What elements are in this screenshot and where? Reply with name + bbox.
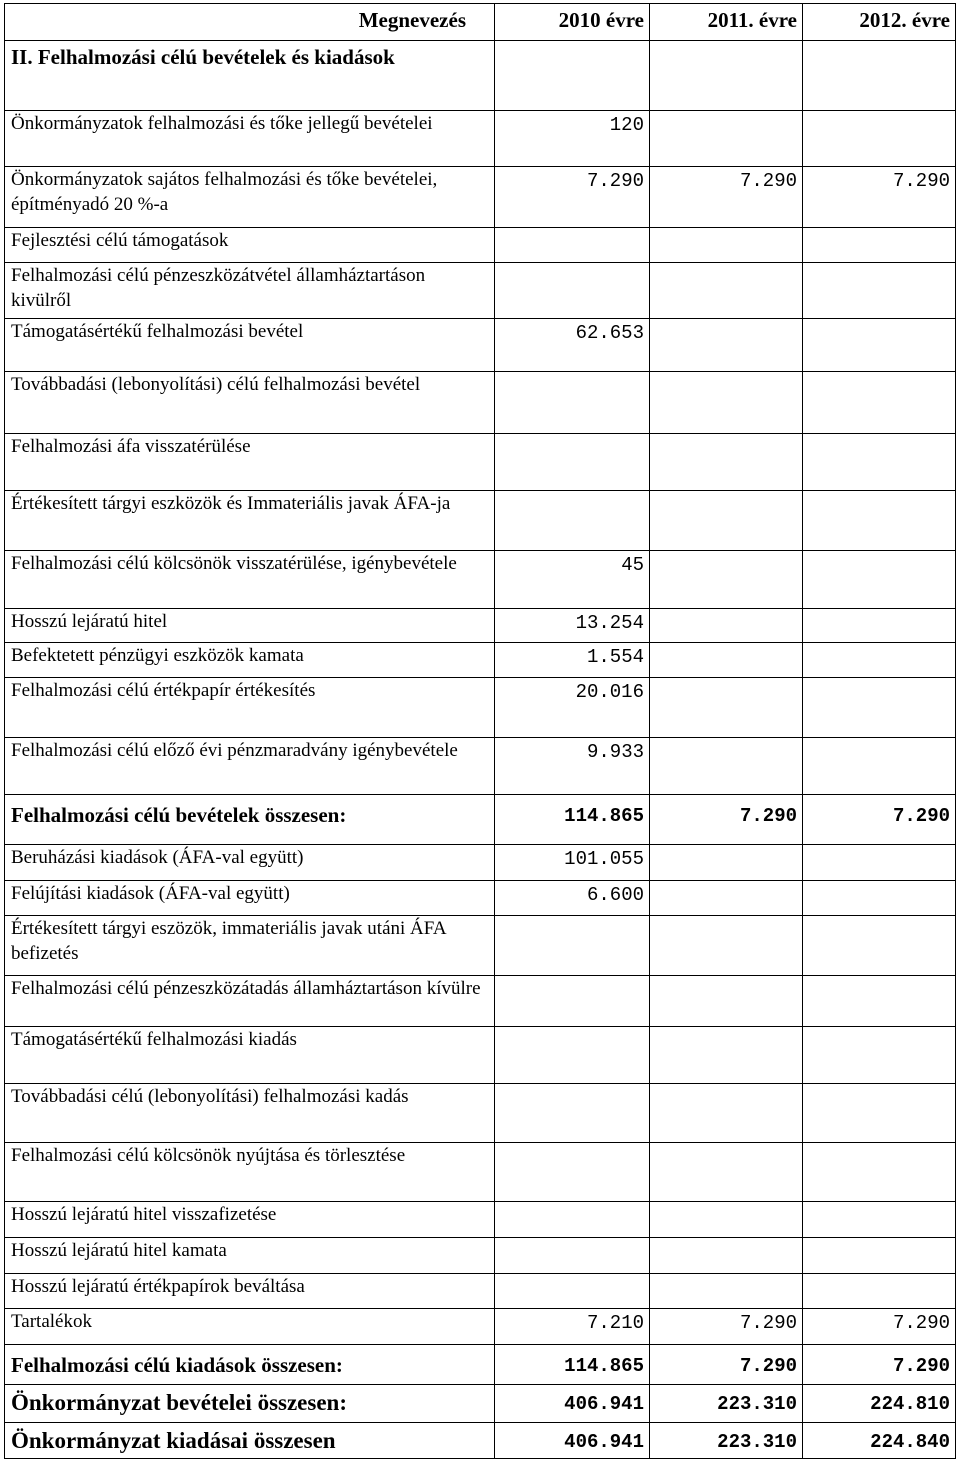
value-2012 [803, 609, 956, 643]
table-row [5, 738, 956, 795]
value-2011 [650, 434, 803, 491]
table-row [5, 111, 956, 167]
value-2011 [650, 228, 803, 263]
row-label: Felhalmozási célú bevételek összesen: [5, 795, 495, 845]
value-2012 [803, 111, 956, 167]
value-2010: 13.254 [495, 609, 650, 643]
value-2012 [803, 1084, 956, 1143]
row-label: Felhalmozási célú pénzeszközátadás államháztartáson kívülre [5, 976, 495, 1027]
value-2011 [650, 1143, 803, 1202]
table-row [5, 1202, 956, 1238]
value-2012 [803, 643, 956, 678]
row-label: Befektetett pénzügyi eszközök kamata [5, 643, 495, 678]
value-2012: 7.290 [803, 1345, 956, 1385]
value-2011: 7.290 [650, 795, 803, 845]
value-2012 [803, 1143, 956, 1202]
value-2011 [650, 551, 803, 609]
table-row [5, 434, 956, 491]
value-2010 [495, 976, 650, 1027]
header-2010: 2010 évre [495, 4, 650, 41]
value-2011 [650, 263, 803, 319]
value-2012 [803, 228, 956, 263]
value-2011 [650, 916, 803, 976]
value-2012 [803, 881, 956, 916]
value-2010: 101.055 [495, 845, 650, 881]
value-2011 [650, 845, 803, 881]
municipality-income-total-row [5, 1385, 956, 1423]
municipality-expense-total-row [5, 1423, 956, 1459]
value-2011 [650, 881, 803, 916]
value-2011: 7.290 [650, 1309, 803, 1345]
table-row [5, 976, 956, 1027]
table-row [5, 263, 956, 319]
section-title: II. Felhalmozási célú bevételek és kiadások [5, 41, 495, 111]
value-2010: 6.600 [495, 881, 650, 916]
table-row [5, 1309, 956, 1345]
income-total-row [5, 795, 956, 845]
value-2010: 406.941 [495, 1385, 650, 1423]
value-2011 [650, 738, 803, 795]
table-row [5, 643, 956, 678]
value-2011: 223.310 [650, 1385, 803, 1423]
table-row [5, 1274, 956, 1309]
table-row [5, 845, 956, 881]
value-2011 [650, 609, 803, 643]
value-2011 [650, 643, 803, 678]
value-2012 [803, 1027, 956, 1084]
value-2011 [650, 1274, 803, 1309]
value-2010 [495, 491, 650, 551]
row-label: Hosszú lejáratú hitel visszafizetése [5, 1202, 495, 1238]
row-label: Felújítási kiadások (ÁFA-val együtt) [5, 881, 495, 916]
value-2010: 20.016 [495, 678, 650, 738]
row-label: Felhalmozási célú értékpapír értékesítés [5, 678, 495, 738]
table-row [5, 609, 956, 643]
table-row [5, 228, 956, 263]
value-2012 [803, 319, 956, 372]
value-2010: 62.653 [495, 319, 650, 372]
value-2010: 9.933 [495, 738, 650, 795]
table-row [5, 678, 956, 738]
table-row [5, 916, 956, 976]
value-2012 [803, 678, 956, 738]
row-label: Önkormányzatok sajátos felhalmozási és tőke bevételei, építményadó 20 %-a [5, 167, 495, 228]
value-2012: 7.290 [803, 795, 956, 845]
value-2012: 224.810 [803, 1385, 956, 1423]
value-2011: 7.290 [650, 167, 803, 228]
row-label: Értékesített tárgyi eszözök, immateriális javak utáni ÁFA befizetés [5, 916, 495, 976]
table-row [5, 1084, 956, 1143]
row-label: Tartalékok [5, 1309, 495, 1345]
table-row [5, 319, 956, 372]
value-2012 [803, 916, 956, 976]
value-2012 [803, 1274, 956, 1309]
value-2011 [650, 372, 803, 434]
row-label: Felhalmozási célú előző évi pénzmaradvány igénybevétele [5, 738, 495, 795]
table-row [5, 1027, 956, 1084]
value-2011 [650, 111, 803, 167]
row-label: Beruházási kiadások (ÁFA-val együtt) [5, 845, 495, 881]
value-2012: 7.290 [803, 1309, 956, 1345]
value-2011 [650, 319, 803, 372]
row-label: Továbbadási (lebonyolítási) célú felhalmozási bevétel [5, 372, 495, 434]
row-label: Felhalmozási célú kölcsönök visszatérülése, igénybevétele [5, 551, 495, 609]
header-2011: 2011. évre [650, 4, 803, 41]
row-label: Hosszú lejáratú hitel kamata [5, 1238, 495, 1274]
value-2012: 7.290 [803, 167, 956, 228]
value-2012 [803, 491, 956, 551]
value-2010: 114.865 [495, 1345, 650, 1385]
value-2010: 7.290 [495, 167, 650, 228]
table-row [5, 372, 956, 434]
value-2010 [495, 1202, 650, 1238]
value-2011 [650, 1238, 803, 1274]
value-2010: 114.865 [495, 795, 650, 845]
header-2012: 2012. évre [803, 4, 956, 41]
row-label: Hosszú lejáratú értékpapírok beváltása [5, 1274, 495, 1309]
value-2010: 7.210 [495, 1309, 650, 1345]
value-2012 [803, 1202, 956, 1238]
value-2010: 120 [495, 111, 650, 167]
value-2011 [650, 1084, 803, 1143]
row-label: Támogatásértékű felhalmozási bevétel [5, 319, 495, 372]
value-2012 [803, 372, 956, 434]
value-2011 [650, 976, 803, 1027]
value-2010: 406.941 [495, 1423, 650, 1459]
value-2010: 1.554 [495, 643, 650, 678]
value-2011 [650, 1202, 803, 1238]
row-label: Önkormányzatok felhalmozási és tőke jellegű bevételei [5, 111, 495, 167]
value-2010 [495, 434, 650, 491]
value-2012 [803, 434, 956, 491]
row-label: Felhalmozási áfa visszatérülése [5, 434, 495, 491]
table-row [5, 491, 956, 551]
value-2010 [495, 372, 650, 434]
value-2010 [495, 1027, 650, 1084]
value-2012 [803, 551, 956, 609]
row-label: Önkormányzat bevételei összesen: [5, 1385, 495, 1423]
expense-total-row [5, 1345, 956, 1385]
value-2012 [803, 845, 956, 881]
row-label: Támogatásértékű felhalmozási kiadás [5, 1027, 495, 1084]
row-label: Továbbadási célú (lebonyolítási) felhalmozási kadás [5, 1084, 495, 1143]
value-2011 [650, 1027, 803, 1084]
table-row [5, 881, 956, 916]
header-row [5, 4, 956, 41]
row-label: Felhalmozási célú pénzeszközátvétel államháztartáson kivülről [5, 263, 495, 319]
table-row [5, 551, 956, 609]
row-label: Értékesített tárgyi eszközök és Immateriális javak ÁFA-ja [5, 491, 495, 551]
value-2012 [803, 738, 956, 795]
row-label: Felhalmozási célú kiadások összesen: [5, 1345, 495, 1385]
value-2011: 223.310 [650, 1423, 803, 1459]
value-2011: 7.290 [650, 1345, 803, 1385]
value-2011 [650, 491, 803, 551]
row-label: Felhalmozási célú kölcsönök nyújtása és törlesztése [5, 1143, 495, 1202]
value-2010 [495, 1143, 650, 1202]
header-name: Megnevezés [5, 4, 495, 41]
value-2010 [495, 1274, 650, 1309]
value-2012 [803, 263, 956, 319]
value-2010 [495, 1238, 650, 1274]
value-2010 [495, 1084, 650, 1143]
value-2010 [495, 916, 650, 976]
capital-budget-table [4, 3, 956, 1459]
row-label: Fejlesztési célú támogatások [5, 228, 495, 263]
value-2012 [803, 976, 956, 1027]
value-2012: 224.840 [803, 1423, 956, 1459]
value-2010 [495, 263, 650, 319]
table-row [5, 1143, 956, 1202]
row-label: Önkormányzat kiadásai összesen [5, 1423, 495, 1459]
value-2012 [803, 1238, 956, 1274]
table-row [5, 1238, 956, 1274]
section-title-row [5, 41, 956, 111]
row-label: Hosszú lejáratú hitel [5, 609, 495, 643]
value-2010: 45 [495, 551, 650, 609]
value-2011 [650, 678, 803, 738]
value-2010 [495, 228, 650, 263]
table-row [5, 167, 956, 228]
